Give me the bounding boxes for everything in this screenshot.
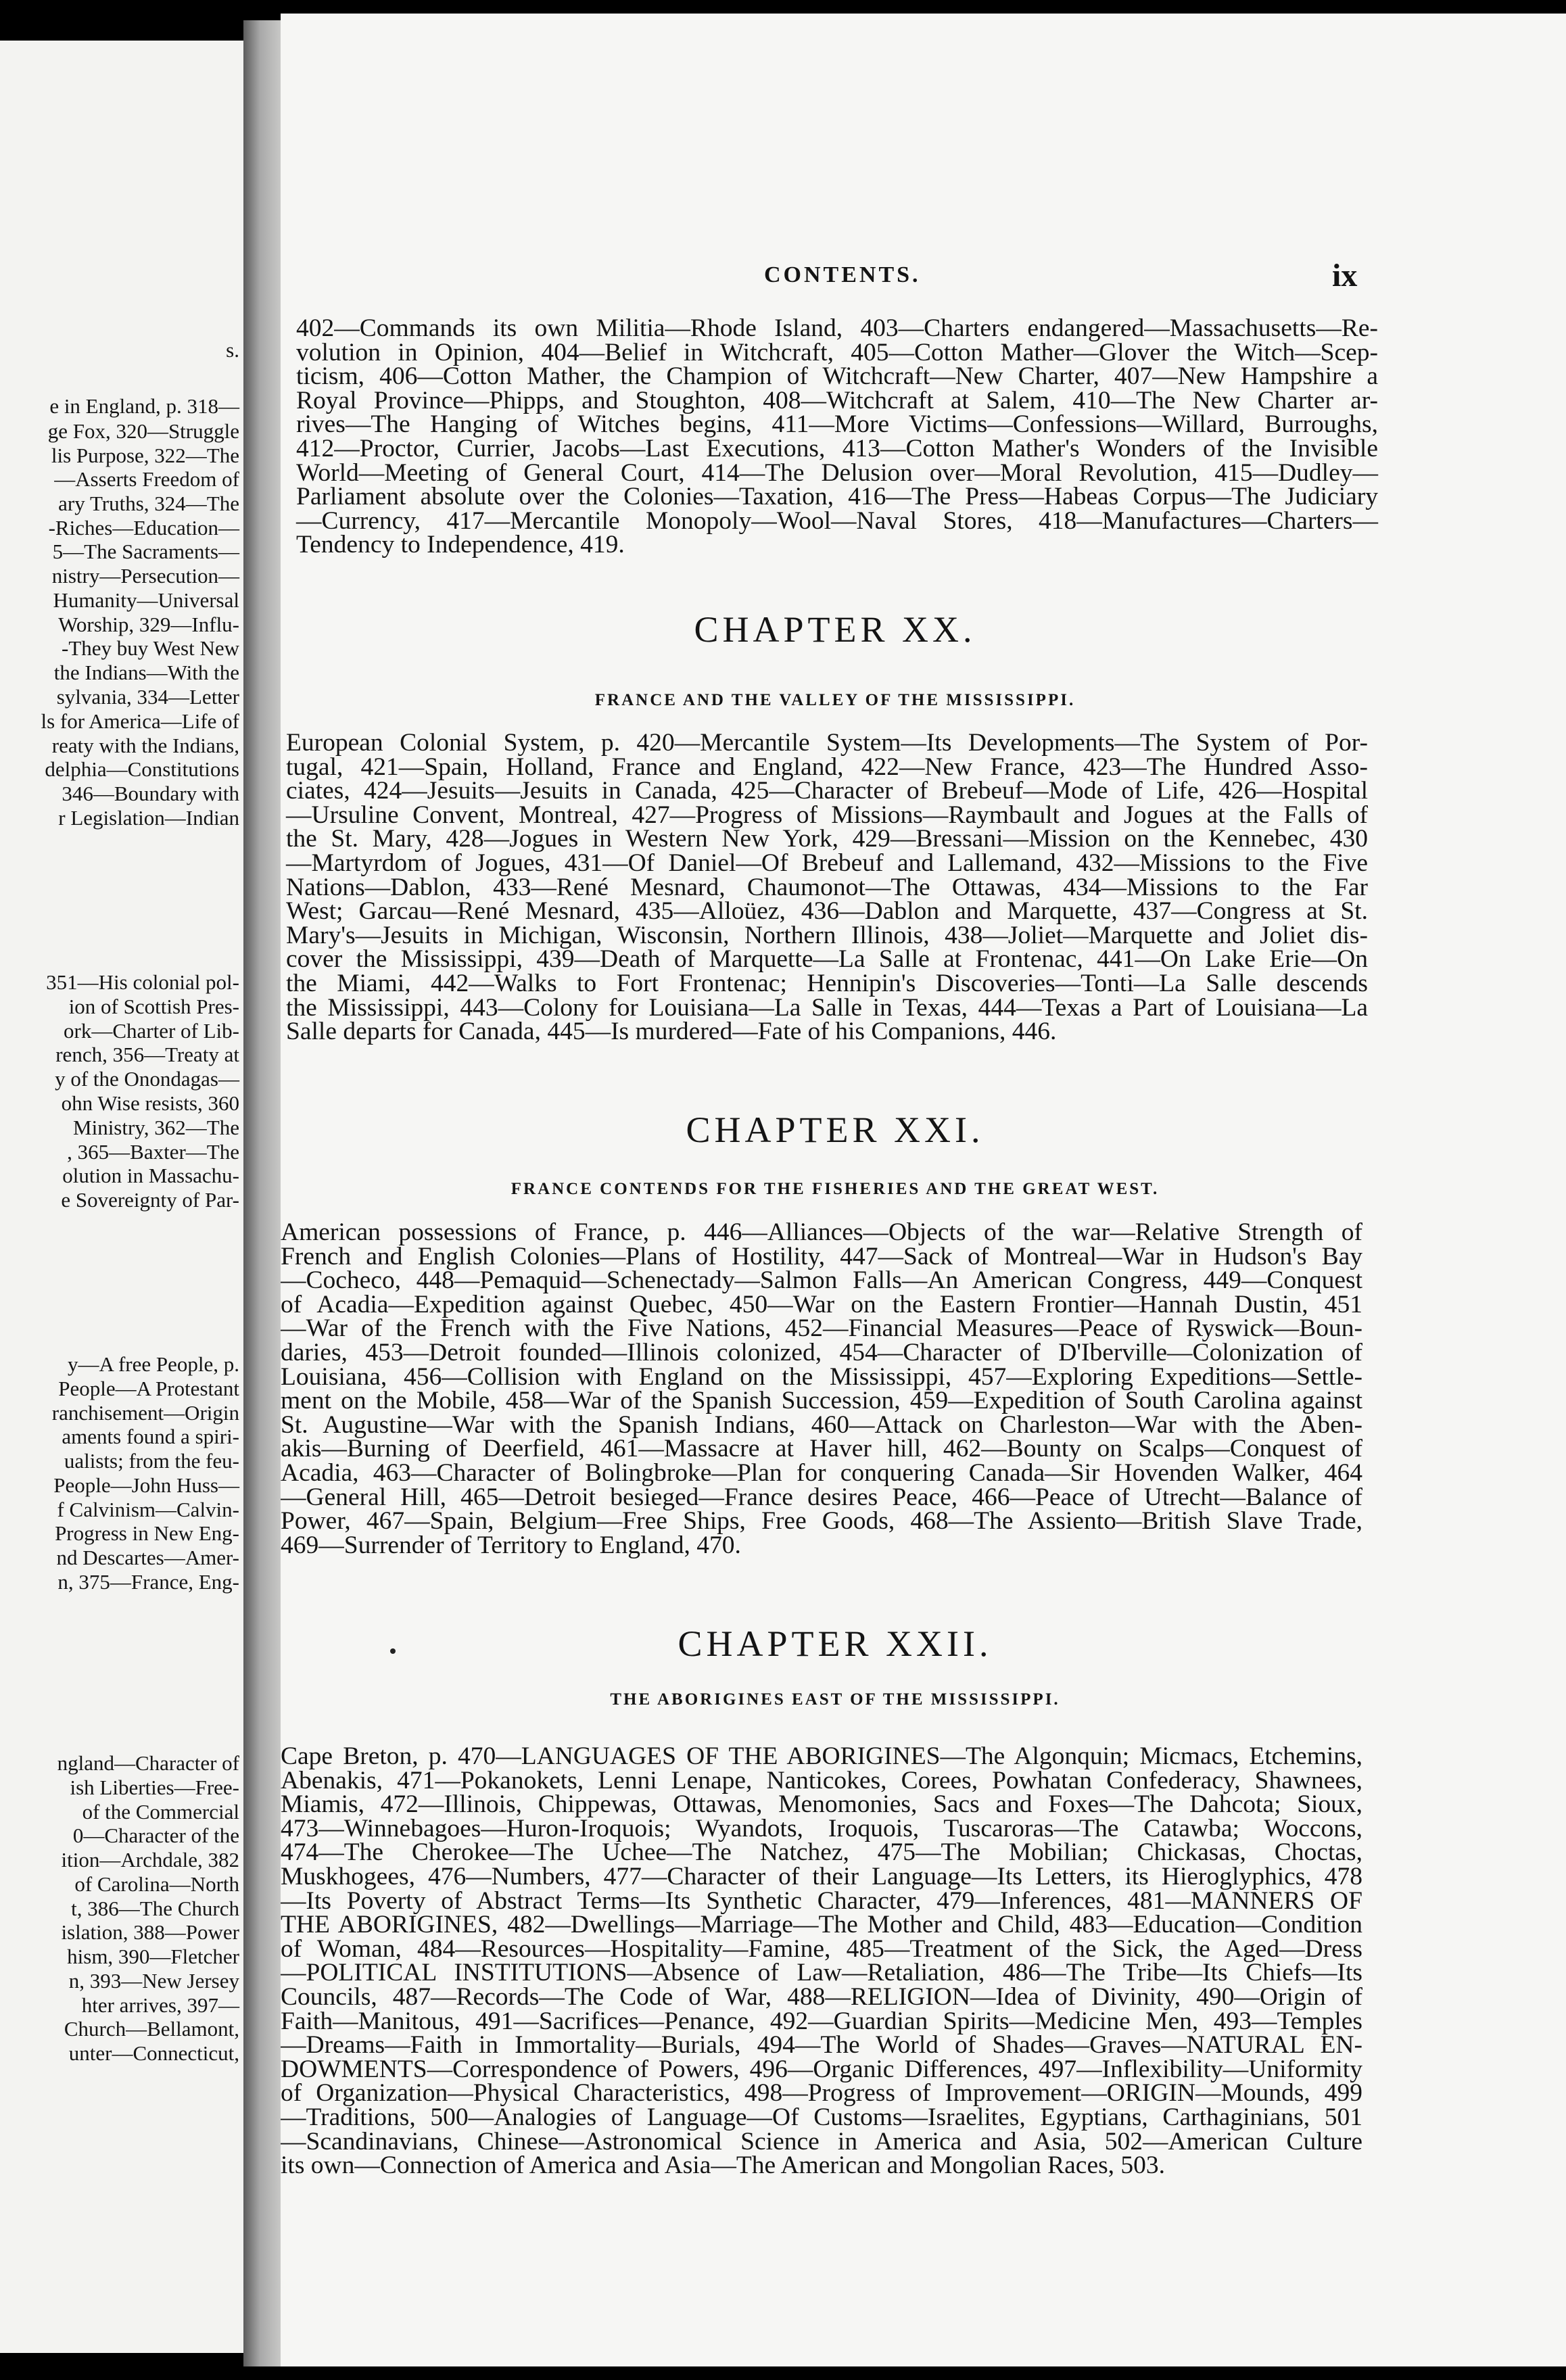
chapter-xxii-summary [281,1744,1362,2178]
summary-line: the St. Mary, 428—Jogues in Western New York, 429—Bressani—Mission on the Kennebec, 430 [286,825,1368,853]
summary-line: French and English Colonies—Plans of Hostility, 447—Sack of Montreal—War in Hudson's Bay [281,1242,1362,1270]
summary-line: American possessions of France, p. 446—Alliances—Objects of the war—Relative Strength of [281,1218,1362,1246]
facing-page-line: ition—Archdale, 382 [61,1848,239,1872]
facing-page-line: 5—The Sacraments— [52,540,239,563]
facing-page-line: ls for America—Life of [41,709,239,733]
facing-page-line: ary Truths, 324—The [58,492,239,515]
facing-page-line: n, 375—France, Eng- [57,1570,239,1594]
summary-line: ciates, 424—Jesuits—Jesuits in Canada, 425—Character of Brebeuf—Mode of Life, 426—Hospital [286,777,1368,805]
facing-page-line: Ministry, 362—The [73,1116,239,1139]
summary-line: rives—The Hanging of Witches begins, 411—More Victims—Confessions—Willard, Burroughs, [296,410,1378,439]
facing-page-line: s. [226,338,239,362]
summary-line: 412—Proctor, Currier, Jacobs—Last Executions, 413—Cotton Mather's Wonders of the Invisible [296,434,1378,462]
summary-line: Royal Province—Phipps, and Stoughton, 408—Witchcraft at Salem, 410—The New Charter ar- [296,386,1378,414]
facing-page-line: —Asserts Freedom of [54,467,239,491]
facing-page-line: e Sovereignty of Par- [61,1188,239,1212]
summary-line: Councils, 487—Records—The Code of War, 488—RELIGION—Idea of Divinity, 490—Origin of [281,1982,1362,2011]
summary-line: cover the Mississippi, 439—Death of Marquette—La Salle at Frontenac, 441—On Lake Erie—On [286,945,1368,974]
summary-line: DOWMENTS—Correspondence of Powers, 496—Organic Differences, 497—Inflexibility—Uniformity [281,2055,1362,2083]
facing-page-line: Worship, 329—Influ- [58,613,239,636]
chapter-xxi-summary [281,1220,1362,1557]
summary-line: West; Garcau—René Mesnard, 435—Alloüez, 436—Dablon and Marquette, 437—Congress at St. [286,897,1368,926]
chapter-title: CHAPTER XX. [694,609,976,650]
facing-page-line: reaty with the Indians, [51,734,239,757]
summary-line: the Mississippi, 443—Colony for Louisiana—La Salle in Texas, 444—Texas a Part of Louisiana—La [286,993,1368,1022]
summary-line: World—Meeting of General Court, 414—The Delusion over—Moral Revolution, 415—Dudley— [296,458,1378,487]
summary-line: the Miami, 442—Walks to Fort Frontenac; Hennipin's Discoveries—Tonti—La Salle descends [286,969,1368,997]
summary-line: —General Hill, 465—Detroit besieged—France desires Peace, 466—Peace of Utrecht—Balance of [281,1483,1362,1511]
facing-page-line: f Calvinism—Calvin- [57,1498,239,1521]
summary-line: of Acadia—Expedition against Quebec, 450—War on the Eastern Frontier—Hannah Dustin, 451 [281,1290,1362,1318]
facing-page-line: People—John Huss— [53,1473,239,1497]
facing-page-line: , 365—Baxter—The [67,1140,239,1164]
summary-line: Miamis, 472—Illinois, Chippewas, Ottawas, Menomonies, Sacs and Foxes—The Dahcota; Sioux, [281,1790,1362,1819]
page-header [281,258,1566,296]
facing-page-line: ranchisement—Origin [51,1401,239,1425]
facing-page-line: sylvania, 334—Letter [56,685,239,709]
summary-line: Tendency to Independence, 419. [296,531,625,559]
facing-page-line: -They buy West New [62,636,239,660]
summary-line: 469—Surrender of Territory to England, 470. [281,1531,741,1559]
summary-line: European Colonial System, p. 420—Mercantile System—Its Developments—The System of Por- [286,729,1368,757]
facing-page-line: delphia—Constitutions [45,757,239,781]
running-head: CONTENTS. [764,262,921,287]
summary-line: Power, 467—Spain, Belgium—Free Ships, Free Goods, 468—The Assiento—British Slave Trade, [281,1507,1362,1536]
facing-page-line: Humanity—Universal [53,588,239,612]
facing-page-line: ohn Wise resists, 360 [61,1091,239,1115]
summary-line: Salle departs for Canada, 445—Is murdered—Fate of his Companions, 446. [286,1018,1057,1046]
facing-page-line: ion of Scottish Pres- [68,995,239,1018]
chapter-title: CHAPTER XXII. [678,1623,993,1664]
summary-line: Mary's—Jesuits in Michigan, Wisconsin, Northern Illinois, 438—Joliet—Marquette and Joliet dis- [286,921,1368,949]
facing-page-line: nistry—Persecution— [51,564,239,588]
summary-line: —Ursuline Convent, Montreal, 427—Progress of Missions—Raymbault and Jogues at the Falls of [286,801,1368,829]
summary-line: —Dreams—Faith in Immortality—Burials, 494—The World of Shades—Graves—NATURAL EN- [281,2031,1362,2060]
facing-page-line: hism, 390—Fletcher [67,1945,239,1968]
summary-line: —War of the French with the Five Nations, 452—Financial Measures—Peace of Ryswick—Boun- [281,1314,1362,1343]
summary-line: tugal, 421—Spain, Holland, France and England, 422—New France, 423—The Hundred Asso- [286,753,1368,781]
summary-line: Acadia, 463—Character of Bolingbroke—Plan for conquering Canada—Sir Hovenden Walker, 464 [281,1458,1362,1487]
summary-line: akis—Burning of Deerfield, 461—Massacre at Haver hill, 462—Bounty on Scalps—Conquest of [281,1435,1362,1463]
facing-page-line: y of the Onondagas— [55,1067,239,1091]
summary-line: —Scandinavians, Chinese—Astronomical Science in America and Asia, 502—American Culture [281,2127,1362,2156]
facing-page-line: nd Descartes—Amer- [56,1546,239,1569]
summary-line: St. Augustine—War with the Spanish Indians, 460—Attack on Charleston—War with the Aben- [281,1410,1362,1439]
facing-page-line: Progress in New Eng- [55,1521,239,1545]
summary-line: THE ABORIGINES, 482—Dwellings—Marriage—The Mother and Child, 483—Education—Condition [281,1911,1362,1939]
summary-line: —Its Poverty of Abstract Terms—Its Synthetic Character, 479—Inferences, 481—MANNERS OF [281,1886,1362,1915]
summary-line: Louisiana, 456—Collision with England on the Mississippi, 457—Exploring Expeditions—Settle- [281,1362,1362,1391]
facing-page-line: 346—Boundary with [62,782,239,805]
facing-page-line: n, 393—New Jersey [68,1969,239,1993]
summary-line: of Woman, 484—Resources—Hospitality—Famine, 485—Treatment of the Sick, the Aged—Dress [281,1934,1362,1963]
facing-page-line: the Indians—With the [53,661,239,684]
facing-page-line: unter—Connecticut, [68,2041,239,2065]
summary-line: 474—The Cherokee—The Uchee—The Natchez, 475—The Mobilian; Chickasas, Choctas, [281,1838,1362,1867]
contents-page [281,14,1566,2366]
summary-line: —Cocheco, 448—Pemaquid—Schenectady—Salmon Falls—An American Congress, 449—Conquest [281,1266,1362,1295]
continued-chapter-summary [296,316,1378,557]
facing-page-fragment [0,41,243,2353]
facing-page-line: rench, 356—Treaty at [55,1043,239,1066]
chapter-title: CHAPTER XXI. [686,1110,984,1150]
summary-line: its own—Connection of America and Asia—The American and Mongolian Races, 503. [281,2151,1166,2180]
facing-page-line: islation, 388—Power [61,1920,239,1944]
summary-line: daries, 453—Detroit founded—Illinois colonized, 454—Character of D'Iberville—Colonization of [281,1338,1362,1366]
facing-page-line: of the Commercial [82,1800,239,1824]
facing-page-line: t, 386—The Church [71,1897,239,1920]
chapter-subtitle: FRANCE CONTENDS FOR THE FISHERIES AND THE GREAT WEST. [511,1180,1160,1198]
summary-line: —Martyrdom of Jogues, 431—Of Daniel—Of Brebeuf and Lallemand, 432—Missions to the Five [286,849,1368,877]
summary-line: volution in Opinion, 404—Belief in Witchcraft, 405—Cotton Mather—Glover the Witch—Scep- [296,338,1378,366]
facing-page-line: ngland—Character of [57,1751,239,1775]
facing-page-line: r Legislation—Indian [58,806,239,830]
facing-page-line: Church—Bellamont, [64,2017,239,2041]
facing-page-line: ualists; from the feu- [64,1449,239,1473]
facing-page-line: aments found a spiri- [62,1425,239,1448]
facing-page-line: ork—Charter of Lib- [64,1019,239,1043]
summary-line: 473—Winnebagoes—Huron-Iroquois; Wyandots, Iroquois, Tuscaroras—The Catawba; Woccons, [281,1814,1362,1842]
summary-line: Faith—Manitous, 491—Sacrifices—Penance, 492—Guardian Spirits—Medicine Men, 493—Temples [281,2007,1362,2035]
summary-line: —Currency, 417—Mercantile Monopoly—Wool—Naval Stores, 418—Manufactures—Charters— [296,506,1378,535]
summary-line: Parliament absolute over the Colonies—Taxation, 416—The Press—Habeas Corpus—The Judiciary [296,483,1378,511]
facing-page-line: y—A free People, p. [68,1352,239,1376]
summary-line: —POLITICAL INSTITUTIONS—Absence of Law—Retaliation, 486—The Tribe—Its Chiefs—Its [281,1959,1362,1987]
facing-page-line: hter arrives, 397— [81,1993,239,2017]
summary-line: —Traditions, 500—Analogies of Language—Of Customs—Israelites, Egyptians, Carthaginians, 501 [281,2103,1362,2131]
facing-page-line: -Riches—Education— [48,516,239,540]
facing-page-line: ge Fox, 320—Struggle [47,419,239,443]
facing-page-line: e in England, p. 318— [49,394,239,418]
summary-line: Cape Breton, p. 470—LANGUAGES OF THE ABORIGINES—The Algonquin; Micmacs, Etchemins, [281,1742,1362,1770]
facing-page-line: ish Liberties—Free- [70,1776,239,1799]
summary-line: ticism, 406—Cotton Mather, the Champion of Witchcraft—New Charter, 407—New Hampshire a [296,362,1378,391]
page-number: ix [1332,258,1358,293]
facing-page-line: of Carolina—North [74,1872,239,1896]
summary-line: of Organization—Physical Characteristics, 498—Progress of Improvement—ORIGIN—Mounds, 499 [281,2079,1362,2108]
facing-page-line: lis Purpose, 322—The [51,444,239,467]
facing-page-line: People—A Protestant [58,1377,239,1400]
summary-line: Abenakis, 471—Pokanokets, Lenni Lenape, Nanticokes, Corees, Powhatan Confederacy, Shawnees, [281,1766,1362,1794]
summary-line: 402—Commands its own Militia—Rhode Island, 403—Charters endangered—Massachusetts—Re- [296,314,1378,342]
chapter-subtitle: THE ABORIGINES EAST OF THE MISSISSIPPI. [610,1690,1060,1709]
facing-page-line: 0—Character of the [72,1824,239,1847]
facing-page-line: olution in Massachu- [62,1164,239,1187]
chapter-subtitle: FRANCE AND THE VALLEY OF THE MISSISSIPPI. [594,691,1076,709]
summary-line: ment on the Mobile, 458—War of the Spanish Succession, 459—Expedition of South Carolina against [281,1387,1362,1415]
summary-line: Nations—Dablon, 433—René Mesnard, Chaumonot—The Ottawas, 434—Missions to the Far [286,873,1368,901]
chapter-xx-summary [286,731,1368,1044]
facing-page-line: 351—His colonial pol- [46,970,239,994]
summary-line: Muskhogees, 476—Numbers, 477—Character of their Language—Its Letters, its Hieroglyphics, 478 [281,1862,1362,1890]
